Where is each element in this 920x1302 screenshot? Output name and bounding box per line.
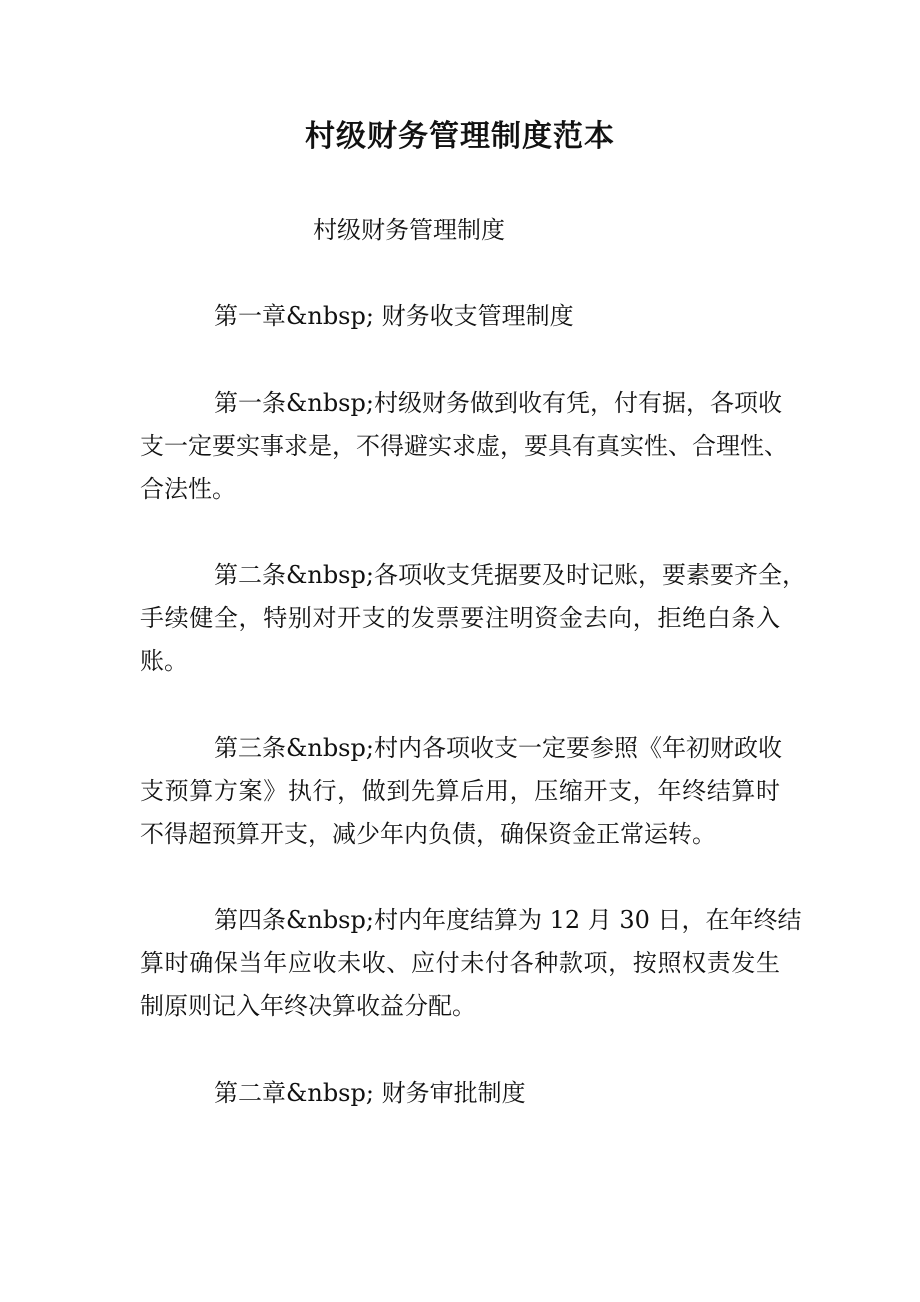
article-2-paragraph xyxy=(140,554,806,683)
article-1-line: 第一条&nbsp;村级财务做到收有凭，付有据，各项收 xyxy=(214,389,782,417)
document-subtitle: 村级财务管理制度 xyxy=(313,216,505,244)
article-4-line: 第四条&nbsp;村内年度结算为 12 月 30 日，在年终结 xyxy=(214,906,802,934)
article-2-line: 账。 xyxy=(140,647,188,675)
article-3-line: 支预算方案》执行，做到先算后用，压缩开支，年终结算时 xyxy=(140,777,780,805)
chapter-2-heading: 第二章&nbsp; 财务审批制度 xyxy=(214,1079,526,1107)
chapter-1-heading: 第一章&nbsp; 财务收支管理制度 xyxy=(214,302,574,330)
document-title: 村级财务管理制度范本 xyxy=(305,119,615,154)
article-4-line: 制原则记入年终决算收益分配。 xyxy=(140,992,476,1020)
article-1-line: 支一定要实事求是，不得避实求虚，要具有真实性、合理性、 xyxy=(140,432,788,460)
article-2-line: 手续健全，特别对开支的发票要注明资金去向，拒绝白条入 xyxy=(140,604,780,632)
article-3-line: 不得超预算开支，减少年内负债，确保资金正常运转。 xyxy=(140,820,716,848)
article-3-paragraph xyxy=(140,727,780,856)
article-4-paragraph xyxy=(140,899,802,1028)
article-1-line: 合法性。 xyxy=(140,475,236,503)
article-3-line: 第三条&nbsp;村内各项收支一定要参照《年初财政收 xyxy=(214,734,782,762)
article-1-paragraph xyxy=(140,382,788,511)
article-2-line: 第二条&nbsp;各项收支凭据要及时记账，要素要齐全， xyxy=(214,561,806,589)
article-4-line: 算时确保当年应收未收、应付未付各种款项，按照权责发生 xyxy=(140,949,780,977)
